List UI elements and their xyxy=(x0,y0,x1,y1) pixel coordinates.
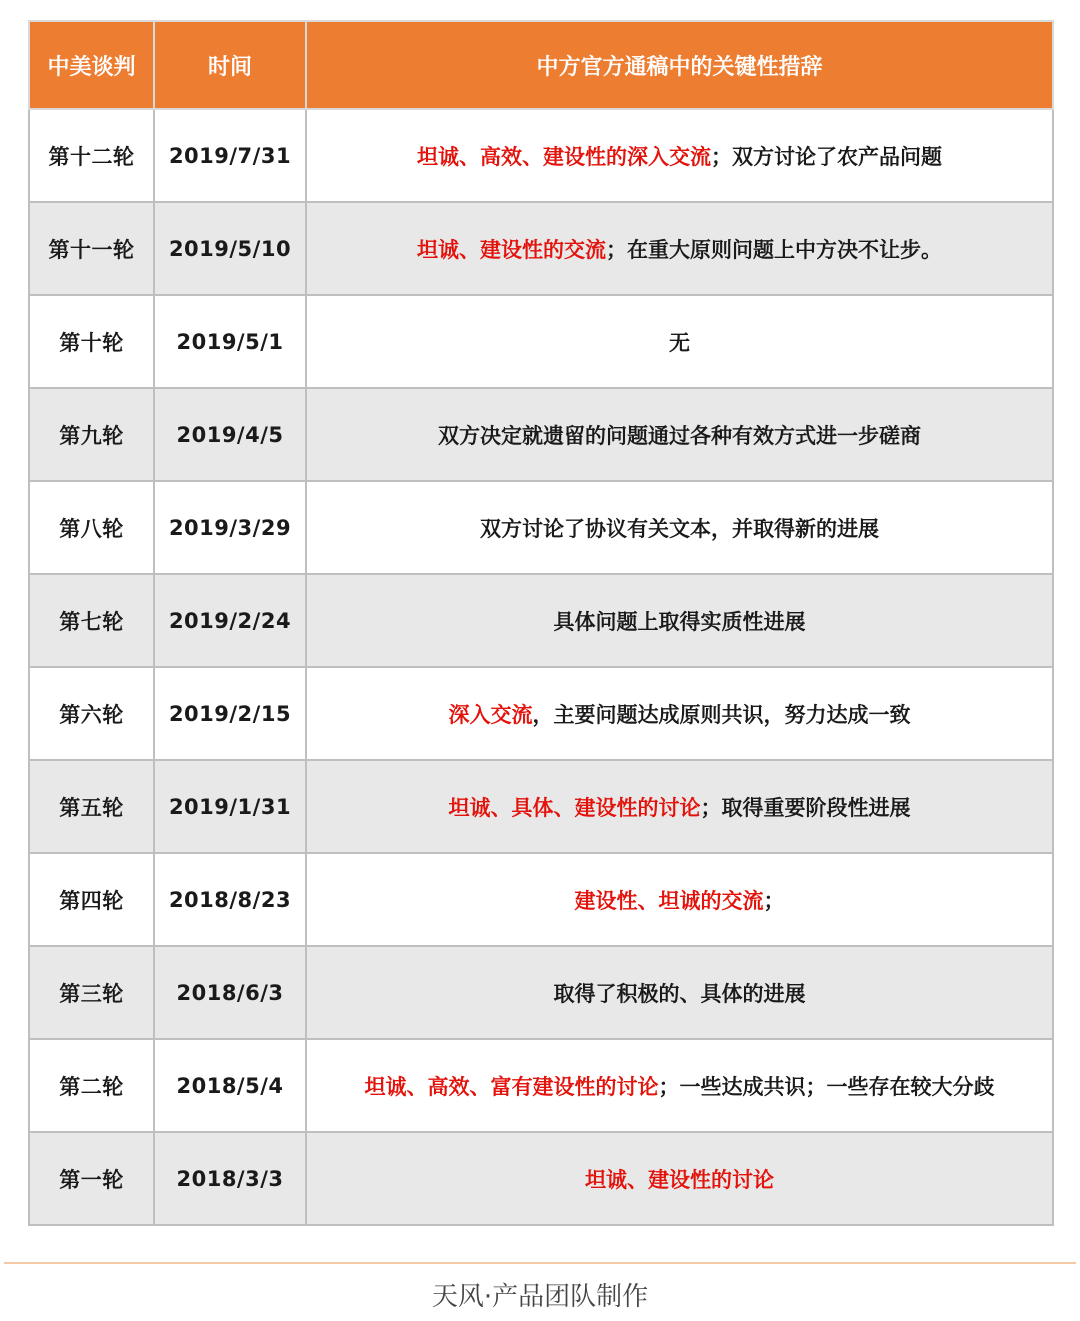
date-cell: 2018/5/4 xyxy=(154,1039,306,1132)
date-cell: 2019/1/31 xyxy=(154,760,306,853)
keywords-rest: ； xyxy=(763,888,785,913)
date-cell: 2019/5/1 xyxy=(154,295,306,388)
keywords-highlight: 坦诚、建设性的讨论 xyxy=(585,1167,774,1192)
date-cell: 2019/4/5 xyxy=(154,388,306,481)
date-cell: 2019/7/31 xyxy=(154,109,306,202)
header-date: 时间 xyxy=(154,21,306,109)
table-row xyxy=(29,1039,1053,1132)
keywords-cell xyxy=(306,202,1053,295)
table-row xyxy=(29,946,1053,1039)
table-row xyxy=(29,760,1053,853)
round-cell: 第十轮 xyxy=(29,295,154,388)
table-row xyxy=(29,574,1053,667)
keywords-highlight: 坦诚、建设性的交流 xyxy=(417,237,606,262)
footer-credit: 天风·产品团队制作 xyxy=(431,1282,649,1312)
round-cell: 第十一轮 xyxy=(29,202,154,295)
keywords-cell xyxy=(306,760,1053,853)
table-row xyxy=(29,109,1053,202)
keywords-rest: ；取得重要阶段性进展 xyxy=(700,795,911,820)
round-cell: 第六轮 xyxy=(29,667,154,760)
keywords-cell xyxy=(306,853,1053,946)
round-cell: 第十二轮 xyxy=(29,109,154,202)
keywords-cell xyxy=(306,667,1053,760)
keywords-rest: 无 xyxy=(669,330,690,355)
keywords-highlight: 坦诚、具体、建设性的讨论 xyxy=(448,795,701,820)
table-row xyxy=(29,295,1053,388)
keywords-rest: ；双方讨论了农产品问题 xyxy=(711,144,942,169)
keywords-highlight: 坦诚、高效、建设性的深入交流 xyxy=(417,144,711,169)
round-cell: 第九轮 xyxy=(29,388,154,481)
date-cell: 2018/3/3 xyxy=(154,1132,306,1225)
round-cell: 第三轮 xyxy=(29,946,154,1039)
keywords-highlight: 坦诚、高效、富有建设性的讨论 xyxy=(364,1074,659,1099)
footer-divider xyxy=(4,1262,1076,1264)
table-row xyxy=(29,202,1053,295)
round-cell: 第八轮 xyxy=(29,481,154,574)
table-row xyxy=(29,388,1053,481)
keywords-cell xyxy=(306,1132,1053,1225)
keywords-cell xyxy=(306,574,1053,667)
table-header-row xyxy=(29,21,1053,109)
table-row xyxy=(29,1132,1053,1225)
date-cell: 2019/5/10 xyxy=(154,202,306,295)
keywords-rest: 双方讨论了协议有关文本，并取得新的进展 xyxy=(480,516,879,541)
negotiation-table-container xyxy=(28,20,1052,1226)
date-cell: 2019/2/15 xyxy=(154,667,306,760)
date-cell: 2019/2/24 xyxy=(154,574,306,667)
keywords-rest: ；一些达成共识；一些存在较大分歧 xyxy=(658,1074,995,1099)
keywords-cell xyxy=(306,109,1053,202)
keywords-cell xyxy=(306,1039,1053,1132)
keywords-cell xyxy=(306,481,1053,574)
table-row xyxy=(29,481,1053,574)
table-row xyxy=(29,853,1053,946)
keywords-rest: ，主要问题达成原则共识，努力达成一致 xyxy=(532,702,911,727)
keywords-rest: 双方决定就遗留的问题通过各种有效方式进一步磋商 xyxy=(438,423,921,448)
keywords-highlight: 建设性、坦诚的交流 xyxy=(574,888,764,913)
round-cell: 第四轮 xyxy=(29,853,154,946)
negotiation-table xyxy=(28,20,1054,1226)
round-cell: 第二轮 xyxy=(29,1039,154,1132)
date-cell: 2018/6/3 xyxy=(154,946,306,1039)
keywords-rest: 取得了积极的、具体的进展 xyxy=(553,981,806,1006)
round-cell: 第七轮 xyxy=(29,574,154,667)
keywords-rest: 具体问题上取得实质性进展 xyxy=(553,609,806,634)
header-round: 中美谈判 xyxy=(29,21,154,109)
date-cell: 2018/8/23 xyxy=(154,853,306,946)
round-cell: 第五轮 xyxy=(29,760,154,853)
keywords-cell xyxy=(306,946,1053,1039)
keywords-rest: ；在重大原则问题上中方决不让步。 xyxy=(606,237,942,262)
keywords-cell xyxy=(306,295,1053,388)
keywords-highlight: 深入交流 xyxy=(448,702,533,727)
keywords-cell xyxy=(306,388,1053,481)
date-cell: 2019/3/29 xyxy=(154,481,306,574)
header-keywords: 中方官方通稿中的关键性措辞 xyxy=(306,21,1053,109)
round-cell: 第一轮 xyxy=(29,1132,154,1225)
table-row xyxy=(29,667,1053,760)
table-body xyxy=(29,109,1053,1225)
